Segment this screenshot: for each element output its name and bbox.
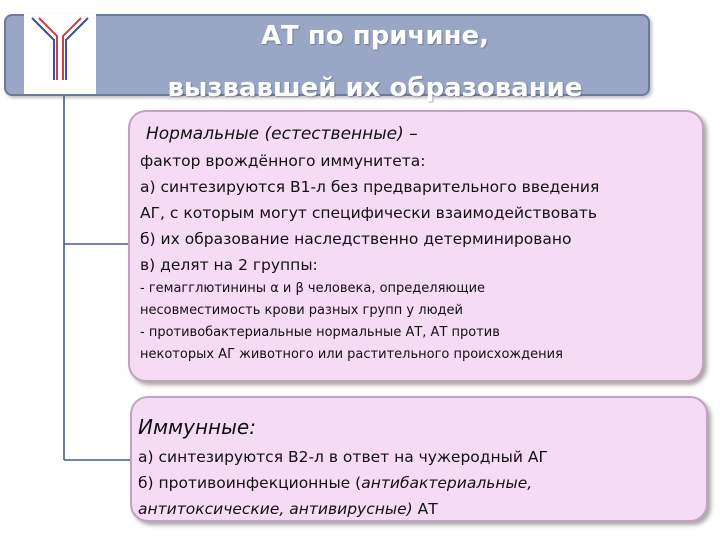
normal-antibodies-card [128,110,704,382]
immune-line-3-italic: антитоксические, антивирусные) [138,500,413,518]
normal-line-4: б) их образование наследственно детерминировано [140,230,572,248]
immune-line-1: а) синтезируются В2-л в ответ на чужеродный АГ [138,448,548,466]
normal-sub-line-4: некоторых АГ животного или растительного происхождения [140,347,563,362]
title-line-2: вызвавшей их образование [167,73,583,103]
immune-line-2 [138,470,696,496]
immune-line-3-suffix: АТ [412,500,438,518]
normal-sub-line-3: - противобактериальные нормальные АТ, АТ против [140,325,500,340]
normal-heading: Нормальные (естественные) – [146,124,418,144]
immune-line-2-italic: антибактериальные, [361,474,533,492]
title-line-1: АТ по причине, [260,21,490,51]
normal-line-5: в) делят на 2 группы: [140,256,318,274]
immune-antibodies-card [130,396,708,522]
normal-line-1: фактор врождённого иммунитета: [140,152,426,170]
normal-line-3: АГ, с которым могут специфически взаимодействовать [140,204,598,222]
normal-line-2: а) синтезируются В1-л без предварительного введения [140,178,600,196]
immune-line-2-prefix: б) противоинфекционные ( [138,474,362,492]
normal-sub-line-2: несовместимость крови разных групп у людей [140,303,463,318]
immune-heading: Иммунные: [138,415,256,439]
normal-sub-line-1: - гемагглютинины α и β человека, определяющие [140,281,486,296]
immune-line-3 [138,496,696,522]
